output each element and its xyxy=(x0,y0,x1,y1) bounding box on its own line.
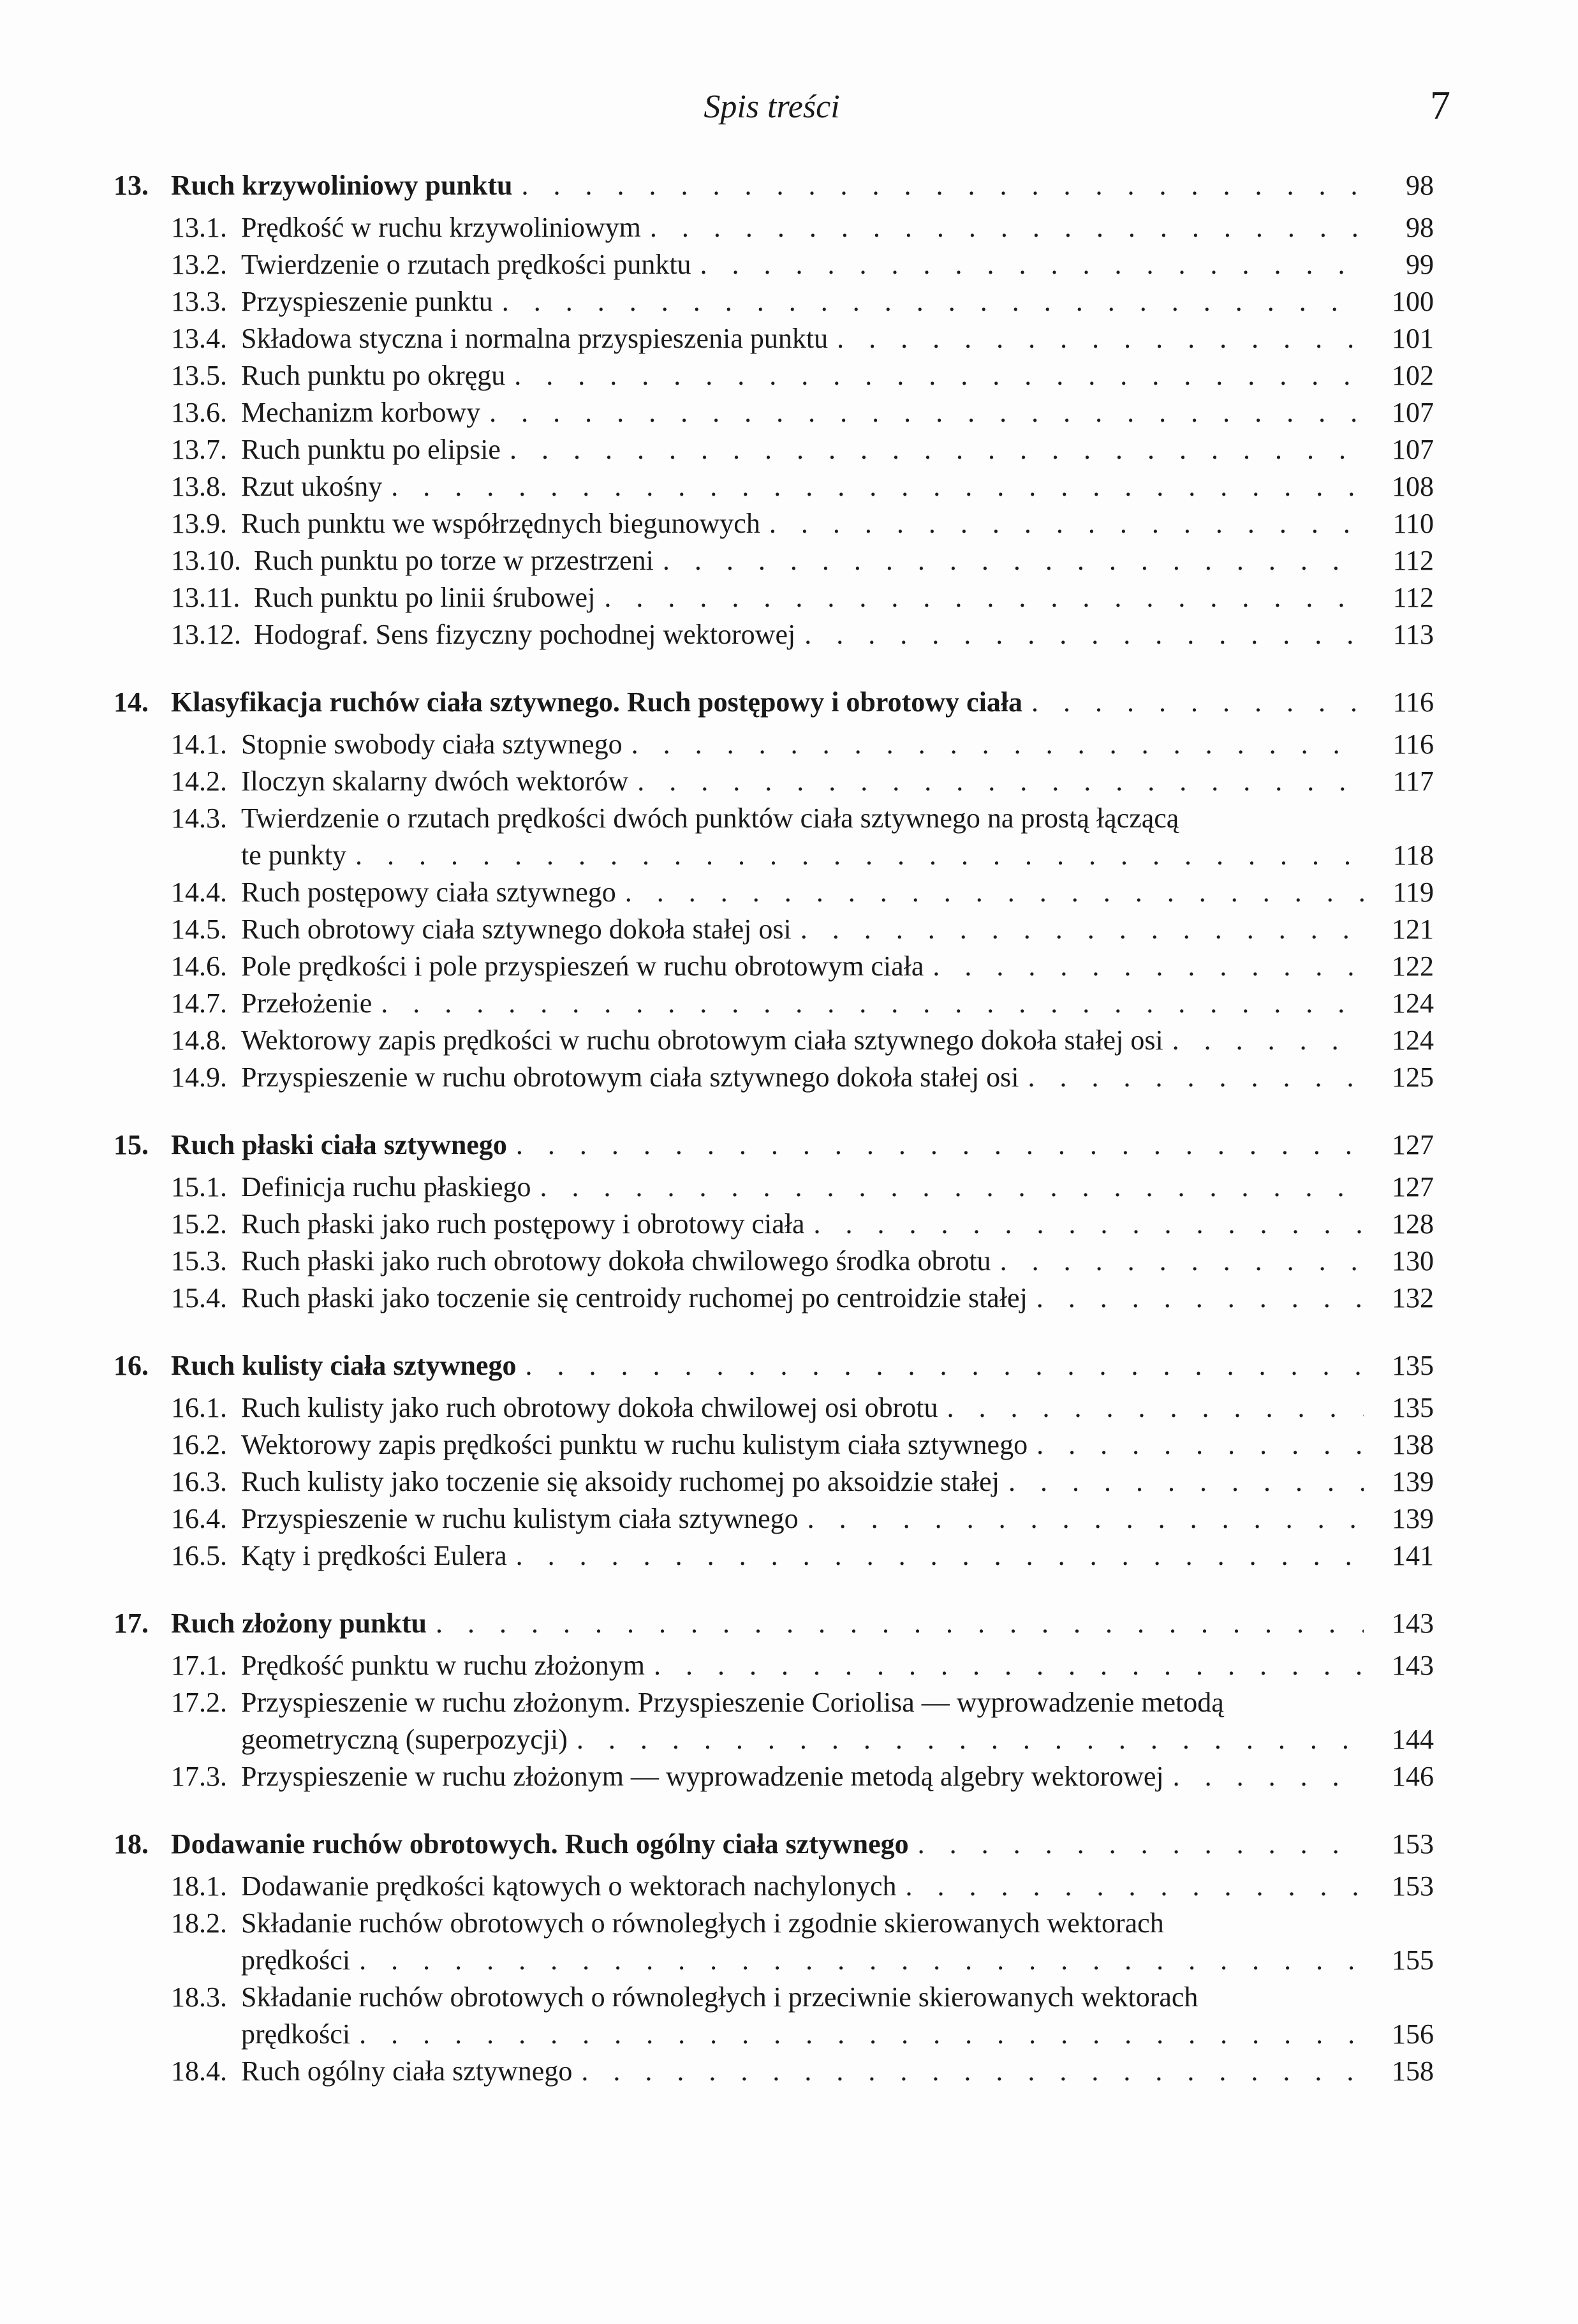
section-title: te punkty xyxy=(241,840,346,871)
chapter-number: 16. xyxy=(114,1350,149,1381)
section-title: Ruch kulisty jako ruch obrotowy dokoła chwilowej osi obrotu xyxy=(241,1392,938,1423)
table-of-contents xyxy=(114,167,1434,2120)
section-title-line1: Przyspieszenie w ruchu złożonym. Przyspieszenie Coriolisa — wyprowadzenie metodą xyxy=(241,1687,1224,1718)
section-entry xyxy=(114,985,1434,1022)
dot-leader xyxy=(906,1868,1364,1905)
section-title: Ruch płaski jako toczenie się centroidy ruchomej po centroidzie stałej xyxy=(241,1282,1028,1314)
chapter-title-cell xyxy=(171,1347,1364,1384)
dot-leader xyxy=(1036,1280,1364,1317)
section-entry xyxy=(114,1537,1434,1574)
section-title: Przyspieszenie w ruchu złożonym — wyprowadzenie metodą algebry wektorowej xyxy=(241,1761,1164,1792)
section-number: 16.4. xyxy=(171,1503,227,1534)
dot-leader xyxy=(516,1537,1364,1574)
toc-chapter xyxy=(114,1347,1434,1574)
section-entry-first-line xyxy=(114,1684,1434,1721)
section-title-line1: Składanie ruchów obrotowych o równoległych i zgodnie skierowanych wektorach xyxy=(241,1907,1164,1939)
section-title: Ruch płaski jako ruch postępowy i obrotowy ciała xyxy=(241,1208,805,1240)
section-title: Przyspieszenie punktu xyxy=(241,286,493,317)
dot-leader xyxy=(521,167,1364,204)
dot-leader xyxy=(489,394,1364,431)
section-title-cell xyxy=(241,468,1364,505)
chapter-number: 17. xyxy=(114,1608,149,1639)
dot-leader xyxy=(663,542,1364,579)
section-title: Dodawanie prędkości kątowych o wektorach nachylonych xyxy=(241,1870,897,1902)
chapter-number: 14. xyxy=(114,686,149,718)
section-title-cell xyxy=(241,246,1364,283)
section-title: prędkości xyxy=(241,1944,351,1976)
toc-chapter xyxy=(114,1605,1434,1795)
section-number: 13.6. xyxy=(171,397,227,428)
dot-leader xyxy=(381,985,1364,1022)
section-number: 16.5. xyxy=(171,1540,227,1571)
section-entry-second-line xyxy=(114,837,1434,874)
section-title: Ruch ogólny ciała sztywnego xyxy=(241,2055,573,2087)
section-page-number: 110 xyxy=(1392,508,1434,539)
dot-leader xyxy=(525,1347,1364,1384)
section-title: Ruch punktu po torze w przestrzeni xyxy=(254,545,654,576)
chapter-number: 15. xyxy=(114,1129,149,1160)
dot-leader xyxy=(577,1721,1364,1758)
section-page-number: 108 xyxy=(1392,471,1434,502)
section-entry xyxy=(114,1868,1434,1905)
chapter-title: Dodawanie ruchów obrotowych. Ruch ogólny ciała sztywnego xyxy=(171,1828,909,1860)
section-entry xyxy=(114,1647,1434,1684)
section-title-cell xyxy=(241,1389,1364,1426)
section-title: Przyspieszenie w ruchu obrotowym ciała sztywnego dokoła stałej osi xyxy=(241,1062,1019,1093)
section-number: 16.2. xyxy=(171,1429,227,1460)
section-entry-second-line xyxy=(114,2016,1434,2053)
chapter-page-number: 143 xyxy=(1392,1608,1434,1639)
section-title-cell xyxy=(241,1647,1364,1684)
section-entry xyxy=(114,1243,1434,1280)
section-title: Wektorowy zapis prędkości w ruchu obrotowym ciała sztywnego dokoła stałej osi xyxy=(241,1025,1163,1056)
section-title: Przyspieszenie w ruchu kulistym ciała sztywnego xyxy=(241,1503,799,1534)
section-page-number: 127 xyxy=(1392,1171,1434,1203)
section-title-cell xyxy=(241,1022,1364,1059)
page-header xyxy=(0,82,1578,139)
chapter-number: 13. xyxy=(114,170,149,201)
section-page-number: 155 xyxy=(1392,1944,1434,1976)
section-page-number: 119 xyxy=(1392,877,1434,908)
section-title: Wektorowy zapis prędkości punktu w ruchu kulistym ciała sztywnego xyxy=(241,1429,1028,1460)
dot-leader xyxy=(637,763,1364,800)
dot-leader xyxy=(1000,1243,1364,1280)
section-entry-second-line xyxy=(114,1942,1434,1979)
section-page-number: 153 xyxy=(1392,1870,1434,1902)
dot-leader xyxy=(837,320,1364,357)
section-title: Kąty i prędkości Eulera xyxy=(241,1540,507,1571)
chapter-page-number: 153 xyxy=(1392,1828,1434,1860)
section-title-cell xyxy=(241,985,1364,1022)
section-number: 14.6. xyxy=(171,951,227,982)
section-entry xyxy=(114,616,1434,653)
section-entry xyxy=(114,1059,1434,1096)
section-title-cell xyxy=(241,283,1364,320)
section-number: 17.2. xyxy=(171,1687,227,1718)
section-page-number: 130 xyxy=(1392,1245,1434,1277)
section-page-number: 124 xyxy=(1392,988,1434,1019)
dot-leader xyxy=(604,579,1364,616)
chapter-title-cell xyxy=(171,684,1364,721)
section-title-cell xyxy=(241,1684,1364,1721)
section-title: Mechanizm korbowy xyxy=(241,397,481,428)
section-title-cell xyxy=(241,1426,1364,1463)
section-number: 14.5. xyxy=(171,914,227,945)
section-page-number: 118 xyxy=(1392,840,1434,871)
section-title-cell xyxy=(241,1721,1364,1758)
chapter-entry xyxy=(114,684,1434,721)
section-number: 13.1. xyxy=(171,212,227,243)
section-title-cell xyxy=(241,1537,1364,1574)
section-page-number: 124 xyxy=(1392,1025,1434,1056)
section-title-cell xyxy=(254,579,1364,616)
chapter-page-number: 116 xyxy=(1392,686,1434,718)
section-title: Definicja ruchu płaskiego xyxy=(241,1171,531,1203)
section-title-cell xyxy=(254,616,1364,653)
section-number: 15.3. xyxy=(171,1245,227,1277)
dot-leader xyxy=(947,1389,1364,1426)
chapter-title: Ruch krzywoliniowy punktu xyxy=(171,170,513,201)
section-entry xyxy=(114,726,1434,763)
dot-leader xyxy=(631,726,1364,763)
section-title: Ruch kulisty jako toczenie się aksoidy ruchomej po aksoidzie stałej xyxy=(241,1466,999,1497)
section-entry xyxy=(114,1758,1434,1795)
section-title-cell xyxy=(241,1979,1364,2016)
section-title-cell xyxy=(241,394,1364,431)
dot-leader xyxy=(359,2016,1364,2053)
section-entry xyxy=(114,1206,1434,1243)
section-number: 18.1. xyxy=(171,1870,227,1902)
dot-leader xyxy=(654,1647,1364,1684)
section-title-cell xyxy=(241,505,1364,542)
section-title: geometryczną (superpozycji) xyxy=(241,1724,568,1755)
dot-leader xyxy=(436,1605,1364,1642)
section-number: 13.8. xyxy=(171,471,227,502)
section-entry xyxy=(114,1389,1434,1426)
section-entry xyxy=(114,542,1434,579)
section-entry xyxy=(114,394,1434,431)
chapter-title-cell xyxy=(171,1826,1364,1863)
section-number: 18.2. xyxy=(171,1907,227,1939)
dot-leader xyxy=(391,468,1364,505)
section-entry xyxy=(114,505,1434,542)
dot-leader xyxy=(625,874,1364,911)
section-number: 14.4. xyxy=(171,877,227,908)
chapter-entry xyxy=(114,1347,1434,1384)
dot-leader xyxy=(807,1500,1364,1537)
toc-chapter xyxy=(114,167,1434,653)
section-number: 14.2. xyxy=(171,766,227,797)
toc-chapter xyxy=(114,1127,1434,1317)
section-title-cell xyxy=(241,800,1364,837)
section-title: Hodograf. Sens fizyczny pochodnej wektorowej xyxy=(254,619,796,650)
dot-leader xyxy=(804,616,1364,653)
dot-leader xyxy=(514,357,1364,394)
section-title-cell xyxy=(241,431,1364,468)
section-title-cell xyxy=(241,911,1364,948)
section-title-line1: Twierdzenie o rzutach prędkości dwóch punktów ciała sztywnego na prostą łączącą xyxy=(241,803,1179,834)
section-title-cell xyxy=(241,1942,1364,1979)
section-title-cell xyxy=(241,948,1364,985)
section-title-line1: Składanie ruchów obrotowych o równoległych i przeciwnie skierowanych wektorach xyxy=(241,1981,1198,2013)
section-page-number: 138 xyxy=(1392,1429,1434,1460)
section-title-cell xyxy=(241,874,1364,911)
section-page-number: 113 xyxy=(1392,619,1434,650)
chapter-title-cell xyxy=(171,1127,1364,1164)
section-title-cell xyxy=(241,1206,1364,1243)
section-number: 18.4. xyxy=(171,2055,227,2087)
section-number: 14.3. xyxy=(171,803,227,834)
section-entry-first-line xyxy=(114,1979,1434,2016)
section-title-cell xyxy=(241,320,1364,357)
section-entry xyxy=(114,911,1434,948)
section-entry xyxy=(114,1022,1434,1059)
section-entry xyxy=(114,948,1434,985)
section-title-cell xyxy=(241,209,1364,246)
section-title: Rzut ukośny xyxy=(241,471,383,502)
section-page-number: 125 xyxy=(1392,1062,1434,1093)
section-title-cell xyxy=(241,726,1364,763)
dot-leader xyxy=(510,431,1364,468)
section-entry xyxy=(114,874,1434,911)
dot-leader xyxy=(502,283,1364,320)
section-entry-first-line xyxy=(114,800,1434,837)
section-page-number: 107 xyxy=(1392,397,1434,428)
section-page-number: 112 xyxy=(1392,545,1434,576)
section-entry xyxy=(114,357,1434,394)
dot-leader xyxy=(516,1127,1364,1164)
section-page-number: 135 xyxy=(1392,1392,1434,1423)
section-title-cell xyxy=(241,2053,1364,2090)
section-number: 13.3. xyxy=(171,286,227,317)
section-page-number: 146 xyxy=(1392,1761,1434,1792)
section-number: 13.12. xyxy=(171,619,241,650)
section-number: 15.2. xyxy=(171,1208,227,1240)
section-page-number: 139 xyxy=(1392,1466,1434,1497)
section-entry xyxy=(114,1500,1434,1537)
section-title: Ruch punktu we współrzędnych biegunowych xyxy=(241,508,760,539)
section-entry xyxy=(114,1169,1434,1206)
section-entry xyxy=(114,1280,1434,1317)
dot-leader xyxy=(933,948,1364,985)
section-page-number: 143 xyxy=(1392,1650,1434,1681)
section-page-number: 117 xyxy=(1392,766,1434,797)
section-title-cell xyxy=(241,1463,1364,1500)
section-title-cell xyxy=(241,837,1364,874)
section-title: Pole prędkości i pole przyspieszeń w ruchu obrotowym ciała xyxy=(241,951,924,982)
dot-leader xyxy=(918,1826,1364,1863)
section-number: 17.3. xyxy=(171,1761,227,1792)
section-title-cell xyxy=(241,1905,1364,1942)
chapter-entry xyxy=(114,167,1434,204)
section-title: Prędkość punktu w ruchu złożonym xyxy=(241,1650,645,1681)
section-title: Przełożenie xyxy=(241,988,372,1019)
chapter-page-number: 127 xyxy=(1392,1129,1434,1160)
section-entry xyxy=(114,763,1434,800)
section-number: 13.7. xyxy=(171,434,227,465)
dot-leader xyxy=(1008,1463,1364,1500)
section-entry xyxy=(114,431,1434,468)
section-entry xyxy=(114,209,1434,246)
section-title: Ruch płaski jako ruch obrotowy dokoła chwilowego środka obrotu xyxy=(241,1245,991,1277)
section-number: 14.1. xyxy=(171,729,227,760)
section-page-number: 128 xyxy=(1392,1208,1434,1240)
dot-leader xyxy=(813,1206,1364,1243)
section-number: 13.5. xyxy=(171,360,227,391)
section-entry xyxy=(114,320,1434,357)
chapter-title: Ruch złożony punktu xyxy=(171,1608,427,1639)
section-title-cell xyxy=(241,1868,1364,1905)
section-title: Twierdzenie o rzutach prędkości punktu xyxy=(241,249,691,280)
section-page-number: 99 xyxy=(1406,249,1434,280)
section-page-number: 121 xyxy=(1392,914,1434,945)
chapter-page-number: 135 xyxy=(1392,1350,1434,1381)
section-title: Ruch postępowy ciała sztywnego xyxy=(241,877,616,908)
dot-leader xyxy=(769,505,1364,542)
section-page-number: 122 xyxy=(1392,951,1434,982)
section-title: Ruch punktu po okręgu xyxy=(241,360,506,391)
dot-leader xyxy=(359,1942,1364,1979)
chapter-title: Ruch płaski ciała sztywnego xyxy=(171,1129,507,1160)
section-page-number: 102 xyxy=(1392,360,1434,391)
section-entry xyxy=(114,2053,1434,2090)
chapter-title: Ruch kulisty ciała sztywnego xyxy=(171,1350,517,1381)
dot-leader xyxy=(800,911,1364,948)
section-page-number: 116 xyxy=(1392,729,1434,760)
section-title-cell xyxy=(241,1243,1364,1280)
section-number: 18.3. xyxy=(171,1981,227,2013)
toc-chapter xyxy=(114,684,1434,1096)
section-page-number: 144 xyxy=(1392,1724,1434,1755)
chapter-title-cell xyxy=(171,167,1364,204)
section-entry xyxy=(114,1463,1434,1500)
section-page-number: 98 xyxy=(1406,212,1434,243)
section-title: Składowa styczna i normalna przyspieszenia punktu xyxy=(241,323,829,354)
section-title-cell xyxy=(254,542,1364,579)
dot-leader xyxy=(700,246,1364,283)
section-title: Ruch punktu po elipsie xyxy=(241,434,501,465)
section-page-number: 139 xyxy=(1392,1503,1434,1534)
section-number: 14.7. xyxy=(171,988,227,1019)
dot-leader xyxy=(1172,1022,1364,1059)
section-page-number: 158 xyxy=(1392,2055,1434,2087)
section-entry xyxy=(114,468,1434,505)
dot-leader xyxy=(581,2053,1364,2090)
section-title-cell xyxy=(241,1280,1364,1317)
section-title-cell xyxy=(241,763,1364,800)
section-entry xyxy=(114,579,1434,616)
section-title: Prędkość w ruchu krzywoliniowym xyxy=(241,212,641,243)
section-number: 13.10. xyxy=(171,545,241,576)
section-page-number: 141 xyxy=(1392,1540,1434,1571)
section-title: Ruch punktu po linii śrubowej xyxy=(254,582,596,613)
page-number: 7 xyxy=(1430,82,1450,128)
chapter-entry xyxy=(114,1826,1434,1863)
section-title: prędkości xyxy=(241,2018,351,2050)
section-number: 15.1. xyxy=(171,1171,227,1203)
section-number: 14.9. xyxy=(171,1062,227,1093)
section-title: Ruch obrotowy ciała sztywnego dokoła stałej osi xyxy=(241,914,792,945)
section-entry-first-line xyxy=(114,1905,1434,1942)
section-number: 13.9. xyxy=(171,508,227,539)
section-entry xyxy=(114,1426,1434,1463)
running-title: Spis treści xyxy=(704,89,840,125)
section-number: 16.3. xyxy=(171,1466,227,1497)
chapter-page-number: 98 xyxy=(1406,170,1434,201)
toc-chapter xyxy=(114,1826,1434,2090)
chapter-title: Klasyfikacja ruchów ciała sztywnego. Ruch postępowy i obrotowy ciała xyxy=(171,686,1023,718)
section-title-cell xyxy=(241,1758,1364,1795)
dot-leader xyxy=(1173,1758,1364,1795)
chapter-entry xyxy=(114,1127,1434,1164)
section-page-number: 132 xyxy=(1392,1282,1434,1314)
section-title-cell xyxy=(241,2016,1364,2053)
dot-leader xyxy=(1031,684,1364,721)
section-title-cell xyxy=(241,1169,1364,1206)
section-page-number: 100 xyxy=(1392,286,1434,317)
dot-leader xyxy=(650,209,1364,246)
section-entry xyxy=(114,246,1434,283)
section-entry xyxy=(114,283,1434,320)
section-page-number: 101 xyxy=(1392,323,1434,354)
chapter-title-cell xyxy=(171,1605,1364,1642)
section-entry-second-line xyxy=(114,1721,1434,1758)
dot-leader xyxy=(355,837,1364,874)
section-page-number: 107 xyxy=(1392,434,1434,465)
dot-leader xyxy=(1028,1059,1364,1096)
section-title-cell xyxy=(241,357,1364,394)
dot-leader xyxy=(540,1169,1364,1206)
section-number: 13.2. xyxy=(171,249,227,280)
section-title: Stopnie swobody ciała sztywnego xyxy=(241,729,623,760)
section-title-cell xyxy=(241,1500,1364,1537)
section-number: 14.8. xyxy=(171,1025,227,1056)
section-number: 16.1. xyxy=(171,1392,227,1423)
section-number: 13.11. xyxy=(171,582,240,613)
section-number: 13.4. xyxy=(171,323,227,354)
chapter-entry xyxy=(114,1605,1434,1642)
section-page-number: 112 xyxy=(1392,582,1434,613)
section-number: 17.1. xyxy=(171,1650,227,1681)
section-title: Iloczyn skalarny dwóch wektorów xyxy=(241,766,629,797)
section-number: 15.4. xyxy=(171,1282,227,1314)
chapter-number: 18. xyxy=(114,1828,149,1860)
section-page-number: 156 xyxy=(1392,2018,1434,2050)
dot-leader xyxy=(1036,1426,1364,1463)
section-title-cell xyxy=(241,1059,1364,1096)
